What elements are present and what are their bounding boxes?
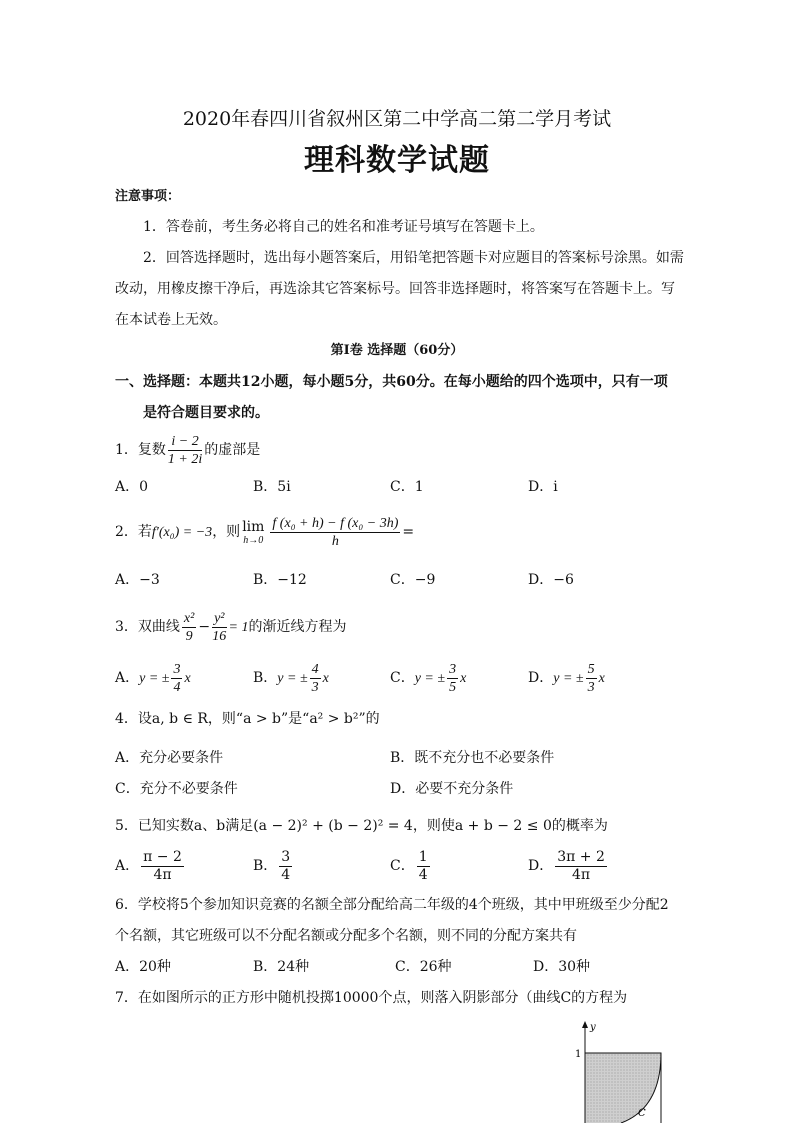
question-3-x-denominator: 9 — [185, 628, 193, 644]
tick-label-one: 1 — [575, 1049, 582, 1060]
question-3-option-d — [528, 660, 605, 697]
option-label: C． — [390, 858, 415, 874]
option-label: C． — [390, 670, 415, 686]
option-fraction — [279, 849, 292, 884]
option-label: B． — [253, 670, 278, 686]
option-fraction — [555, 849, 607, 884]
option-prefix: y = ± — [553, 671, 584, 686]
notes-item-2-line-1: 2．回答选择题时，选出每小题答案后，用铅笔把答题卡对应题目的答案标号涂黑。如需 — [143, 250, 684, 266]
option-fraction — [586, 661, 597, 696]
option-denominator: 4 — [281, 866, 291, 883]
question-5-option-d — [528, 848, 609, 884]
question-3-option-a — [115, 660, 191, 697]
option-fraction — [417, 849, 430, 884]
option-fraction — [171, 661, 182, 696]
question-2-numerator: f (x₀ + h) − f (x₀ − 3h) — [272, 515, 399, 531]
question-1-option-c: C．1 — [390, 479, 424, 495]
option-prefix: y = ± — [139, 671, 170, 686]
option-fraction — [447, 661, 458, 696]
question-2-denominator: h — [331, 533, 339, 549]
question-7-line-1: 7．在如图所示的正方形中随机投掷10000个点，则落入阴影部分（曲线C的方程为 — [115, 990, 628, 1006]
y-axis-arrow-icon — [582, 1021, 588, 1028]
option-suffix: x — [322, 671, 329, 686]
option-numerator: 5 — [587, 661, 595, 677]
question-5-option-a — [115, 848, 186, 884]
question-3-equals: = 1 — [228, 620, 249, 635]
option-denominator: 4 — [173, 679, 181, 695]
question-2-stem — [115, 514, 414, 551]
option-suffix: x — [184, 671, 191, 686]
question-3-y-numerator: y² — [214, 610, 225, 626]
question-2-fraction — [270, 515, 400, 550]
y-axis-label: y — [590, 1022, 596, 1033]
question-1-fraction — [168, 433, 202, 468]
option-label: B． — [253, 858, 278, 874]
question-5-option-c — [390, 848, 432, 884]
option-label: D． — [528, 670, 554, 686]
option-label: D． — [528, 858, 554, 874]
option-label: A． — [115, 858, 140, 874]
question-6-option-a: A．20种 — [115, 959, 171, 975]
question-5-stem: 5．已知实数a、b满足(a − 2)² + (b − 2)² = 4，则使a + b − 2 ≤ 0的概率为 — [115, 818, 608, 834]
section-instruction-line-2: 是符合题目要求的。 — [143, 405, 269, 421]
question-4-option-c: C．充分不必要条件 — [115, 781, 238, 797]
question-1-option-b: B．5i — [253, 479, 291, 495]
question-3-suffix: 的渐近线方程为 — [248, 619, 347, 635]
option-denominator: 4π — [153, 866, 172, 883]
shaded-region — [585, 1053, 661, 1123]
question-4-option-d: D．必要不充分条件 — [390, 781, 514, 797]
question-2-prefix: 2．若 — [115, 524, 152, 540]
question-3-fraction-x — [182, 610, 196, 645]
question-2-option-c: C．−9 — [390, 572, 436, 588]
question-1-suffix: 的虚部是 — [204, 442, 261, 458]
option-numerator: 1 — [418, 848, 428, 865]
curve-label: C — [638, 1108, 646, 1119]
option-numerator: 3 — [449, 661, 457, 677]
question-3-prefix: 3．双曲线 — [115, 619, 180, 635]
question-1-numerator: i − 2 — [168, 433, 202, 451]
question-2-option-b: B．−12 — [253, 572, 307, 588]
notes-item-2-line-2: 改动，用橡皮擦干净后，再选涂其它答案标号。回答非选择题时，将答案写在答题卡上。写 — [115, 281, 675, 297]
question-4-stem: 4．设a, b ∈ R，则“a > b”是“a² > b²”的 — [115, 711, 380, 727]
subject-title: 理科数学试题 — [304, 143, 490, 178]
option-numerator: 3 — [281, 848, 291, 865]
question-2-limit — [242, 519, 264, 546]
question-3-stem — [115, 609, 346, 646]
question-3-option-c — [390, 660, 466, 697]
question-2-suffix: = — [402, 524, 415, 540]
option-fraction — [141, 849, 184, 884]
exam-title: 2020年春四川省叙州区第二中学高二第二学月考试 — [182, 108, 612, 130]
option-denominator: 4 — [418, 866, 428, 883]
question-6-option-d: D．30种 — [533, 959, 591, 975]
question-2-option-d: D．−6 — [528, 572, 574, 588]
section-instruction-line-1: 一、选择题：本题共12小题，每小题5分，共60分。在每小题给的四个选项中，只有一项 — [115, 374, 668, 390]
question-2-mid: ，则 — [212, 524, 241, 540]
question-2-lim-word: lim — [242, 518, 265, 535]
question-1-option-d: D．i — [528, 479, 558, 495]
option-numerator: 3π + 2 — [557, 848, 605, 865]
option-numerator: 3 — [173, 661, 181, 677]
option-fraction — [310, 661, 321, 696]
question-5-option-b — [253, 848, 294, 884]
question-3-y-denominator: 16 — [212, 628, 227, 644]
question-2-condition: f′(x₀) = −3 — [151, 525, 213, 540]
question-3-x-numerator: x² — [183, 610, 195, 626]
option-denominator: 3 — [311, 679, 319, 695]
question-1-option-a: A．0 — [115, 479, 149, 495]
question-2-option-a: A．−3 — [115, 572, 160, 588]
option-numerator: 4 — [311, 661, 319, 677]
question-6-option-c: C．26种 — [395, 959, 452, 975]
question-6-line-1: 6．学校将5个参加知识竞赛的名额全部分配给高二年级的4个班级，其中甲班级至少分配2 — [115, 897, 669, 913]
option-denominator: 4π — [572, 866, 591, 883]
question-2-lim-subscript: h→0 — [243, 534, 264, 546]
notes-item-1: 1．答卷前，考生务必将自己的姓名和准考证号填写在答题卡上。 — [143, 219, 544, 235]
option-prefix: y = ± — [414, 671, 446, 686]
notes-heading: 注意事项： — [115, 189, 181, 204]
question-1-prefix: 1．复数 — [115, 442, 166, 458]
option-denominator: 5 — [449, 679, 457, 695]
question-3-fraction-y — [212, 610, 226, 645]
question-1-stem — [115, 432, 260, 468]
option-suffix: x — [460, 671, 467, 686]
option-prefix: y = ± — [277, 671, 308, 686]
question-6-option-b: B．24种 — [253, 959, 310, 975]
question-4-option-b: B．既不充分也不必要条件 — [390, 750, 555, 766]
option-label: A． — [115, 670, 140, 686]
option-suffix: x — [598, 671, 605, 686]
option-numerator: π − 2 — [143, 848, 182, 865]
notes-item-2-line-3: 在本试卷上无效。 — [115, 312, 227, 328]
question-3-option-b — [253, 660, 329, 697]
question-4-option-a: A．充分必要条件 — [115, 750, 224, 766]
question-6-line-2: 个名额，其它班级可以不分配名额或分配多个名额，则不同的分配方案共有 — [115, 928, 577, 944]
question-3-minus: − — [198, 619, 211, 635]
question-1-denominator: 1 + 2i — [167, 451, 203, 467]
part1-heading: 第Ⅰ卷 选择题（60分） — [330, 343, 464, 358]
question-7-figure — [566, 1018, 676, 1123]
option-denominator: 3 — [587, 679, 595, 695]
